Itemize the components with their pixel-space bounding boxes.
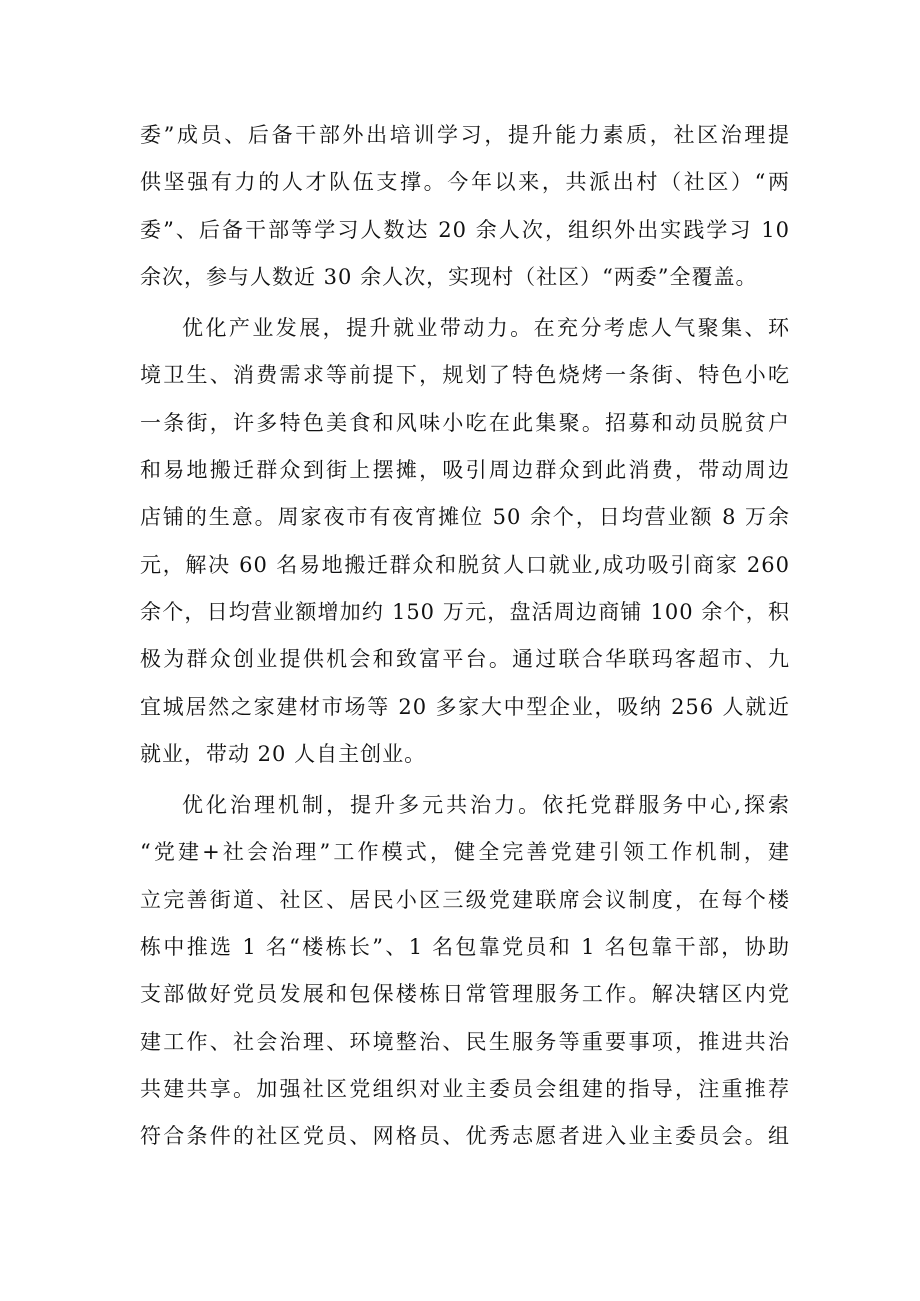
text-line: 余个，日均营业额增加约 150 万元，盘活周边商铺 100 余个，积 [140,599,790,624]
text-line: 供坚强有力的人才队伍支撑。今年以来，共派出村（社区）“两 [140,170,790,195]
text-line: 委”、后备干部等学习人数达 20 余人次，组织外出实践学习 10 [140,217,790,242]
text-line: 优化治理机制，提升多元共治力。依托党群服务中心,探索 [182,793,790,818]
text-line: 栋中推选 1 名“楼栋长”、1 名包靠党员和 1 名包靠干部，协助 [140,935,790,960]
text-line: 优化产业发展，提升就业带动力。在充分考虑人气聚集、环 [182,316,790,341]
paragraph-talent-training [140,112,790,301]
paragraph-industry-development [140,305,790,778]
document-page [140,112,790,1161]
text-line: 立完善街道、社区、居民小区三级党建联席会议制度，在每个楼 [140,887,790,912]
paragraph-governance-mechanism [140,782,790,1160]
text-line: 极为群众创业提供机会和致富平台。通过联合华联玛客超市、九 [140,647,790,672]
text-line: 符合条件的社区党员、网格员、优秀志愿者进入业主委员会。组 [140,1124,790,1149]
text-line: 宜城居然之家建材市场等 20 多家大中型企业，吸纳 256 人就近 [140,694,790,719]
text-line: 共建共享。加强社区党组织对业主委员会组建的指导，注重推荐 [140,1076,790,1101]
text-line: 委”成员、后备干部外出培训学习，提升能力素质，社区治理提 [140,123,790,147]
text-line: 和易地搬迁群众到街上摆摊，吸引周边群众到此消费，带动周边 [140,458,790,483]
text-line: 店铺的生意。周家夜市有夜宵摊位 50 余个，日均营业额 8 万余 [140,505,790,530]
text-line: 支部做好党员发展和包保楼栋日常管理服务工作。解决辖区内党 [140,982,790,1007]
text-line: 元，解决 60 名易地搬迁群众和脱贫人口就业,成功吸引商家 260 [140,552,790,577]
text-line: 境卫生、消费需求等前提下，规划了特色烧烤一条街、特色小吃 [140,363,790,388]
text-line: 余次，参与人数近 30 余人次，实现村（社区）“两委”全覆盖。 [140,264,758,289]
text-line: 一条街，许多特色美食和风味小吃在此集聚。招募和动员脱贫户 [140,410,790,435]
text-line: 就业，带动 20 人自主创业。 [140,741,427,766]
text-line: 建工作、社会治理、环境整治、民生服务等重要事项，推进共治 [140,1029,790,1054]
text-line: “党建+社会治理”工作模式，健全完善党建引领工作机制，建 [140,840,790,865]
